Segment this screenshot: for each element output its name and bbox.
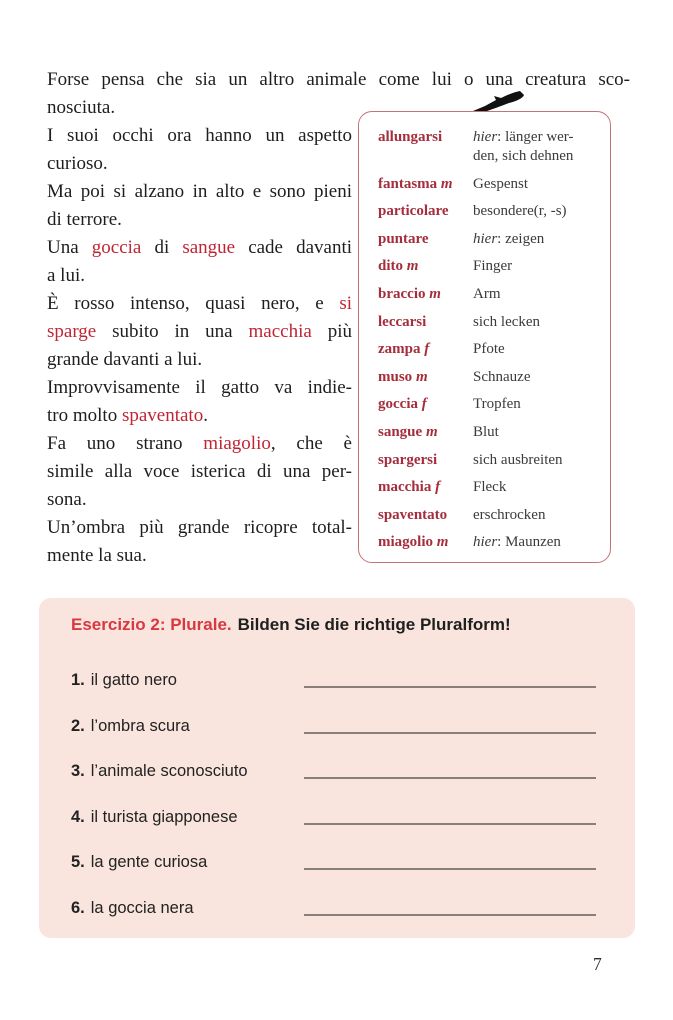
vocab-entry: [378, 313, 602, 332]
exercise-header: [71, 615, 511, 635]
vocab-gender: m: [403, 258, 419, 275]
vocab-translation-line: hier: Maunzen: [473, 534, 561, 551]
vocab-gender: m: [412, 368, 428, 385]
vocab-translation-line: Schnauze: [473, 368, 531, 385]
text-segment: I suoi occhi ora hanno un aspetto: [47, 125, 352, 146]
text-segment: grande davanti a lui.: [47, 349, 203, 370]
highlighted-word: spaventato: [121, 405, 204, 426]
vocab-translation-line: Blut: [473, 423, 499, 440]
answer-blank-line: [304, 823, 596, 825]
story-line: [47, 178, 352, 206]
exercise-item: [71, 888, 599, 918]
exercise-item-text: la gente curiosa: [90, 853, 208, 871]
text-segment: di: [141, 237, 183, 258]
vocab-translation-line: hier: länger wer-: [473, 129, 574, 145]
vocab-word: dito m: [378, 258, 419, 275]
exercise-items: [71, 660, 599, 918]
story-line: [47, 430, 352, 458]
exercise-item-number: 5.: [71, 853, 85, 871]
story-line: [47, 458, 352, 486]
answer-blank-line: [304, 868, 596, 870]
vocab-translation: [473, 285, 501, 304]
text-segment: Fa uno strano: [47, 433, 204, 454]
vocab-translation-line: den, sich dehnen: [473, 148, 574, 164]
vocab-translation: [473, 506, 545, 525]
exercise-item: [71, 842, 599, 872]
exercise-item-text: l’ombra scura: [90, 716, 190, 735]
vocab-translation: [473, 340, 505, 359]
vocab-translation-line: hier: zeigen: [473, 230, 545, 247]
text-segment: Forse pensa che sia un altro animale come lui o una creatura sco-: [47, 69, 630, 90]
exercise-item-text: il gatto nero: [90, 671, 177, 689]
exercise-instruction: Bilden Sie die richtige Pluralform!: [237, 615, 511, 634]
text-segment: sona.: [47, 489, 87, 510]
vocab-translation-line: Tropfen: [473, 396, 521, 413]
text-segment: di terrore.: [47, 209, 122, 230]
vocab-translation-line: Arm: [473, 285, 501, 302]
vocab-translation-line: sich lecken: [473, 313, 541, 330]
story-line: [47, 206, 352, 234]
story-line: [47, 234, 352, 262]
highlighted-word: goccia: [91, 237, 142, 258]
text-segment: Una: [47, 237, 92, 258]
vocab-entry: [378, 128, 602, 166]
vocab-entry: [378, 506, 602, 525]
story-line: [47, 290, 352, 318]
text-segment: .: [203, 405, 208, 426]
exercise-item: [71, 751, 599, 781]
vocab-translation-line: besondere(r, -s): [473, 203, 567, 220]
vocab-entry: [378, 478, 602, 497]
vocab-gender: m: [425, 285, 441, 302]
story-text-wide: [47, 66, 630, 94]
vocab-entry: [378, 395, 602, 414]
story-line: [47, 94, 352, 122]
vocab-entry: [378, 202, 602, 221]
vocab-translation: [473, 230, 544, 249]
vocab-word: puntare: [378, 230, 429, 247]
text-segment: a lui.: [47, 265, 85, 286]
vocab-translation: [473, 533, 561, 552]
highlighted-word: sparge: [47, 321, 97, 342]
vocab-gender: m: [422, 423, 438, 440]
answer-blank-line: [304, 686, 596, 688]
hier-label: hier: [473, 534, 498, 551]
exercise-title: Esercizio 2: Plurale.: [71, 615, 232, 634]
story-line: [47, 346, 352, 374]
vocab-translation-line: sich ausbreiten: [473, 451, 563, 468]
vocab-translation: [473, 478, 506, 497]
vocab-translation: [473, 423, 499, 442]
story-line: [47, 514, 352, 542]
story-line: [47, 374, 352, 402]
vocab-translation: [473, 451, 563, 470]
vocab-word: fantasma m: [378, 175, 453, 192]
vocab-translation-line: erschrocken: [473, 506, 546, 523]
vocab-word: zampa f: [378, 341, 430, 358]
vocab-translation-line: Pfote: [473, 341, 505, 358]
text-segment: curioso.: [47, 153, 108, 174]
story-line: [47, 318, 352, 346]
text-segment: subito in una: [96, 321, 249, 342]
story-line: [47, 262, 352, 290]
exercise-item-number: 1.: [71, 671, 85, 689]
vocab-gender: f: [420, 341, 430, 358]
vocab-translation: [473, 368, 530, 387]
text-segment: simile alla voce isterica di una per-: [47, 461, 352, 482]
story-line: [47, 66, 630, 94]
text-segment: È rosso intenso, quasi nero, e: [47, 293, 340, 314]
page-number: 7: [593, 954, 602, 974]
vocab-translation: [473, 175, 528, 194]
exercise-item-text: il turista giapponese: [90, 807, 238, 826]
vocab-entry: [378, 340, 602, 359]
text-segment: Improvvisamente il gatto va indie-: [47, 377, 352, 398]
story-text-column: [47, 94, 352, 570]
vocab-entry: [378, 423, 602, 442]
story-line: [47, 122, 352, 150]
highlighted-word: macchia: [248, 321, 312, 342]
answer-blank-line: [304, 777, 596, 779]
story-line: [47, 150, 352, 178]
vocab-entry: [378, 451, 602, 470]
vocab-word: leccarsi: [378, 313, 427, 330]
hier-label: hier: [473, 129, 498, 145]
exercise-item: [71, 797, 599, 827]
vocab-box: [358, 111, 611, 563]
vocab-entry: [378, 257, 602, 276]
vocab-word: macchia f: [378, 479, 441, 496]
vocab-entry: [378, 285, 602, 304]
vocab-word: braccio m: [378, 285, 441, 302]
exercise-box: [39, 598, 635, 938]
exercise-item-number: 2.: [71, 716, 85, 735]
vocab-translation: [473, 128, 574, 166]
story-line: [47, 402, 352, 430]
text-segment: cade davanti: [235, 237, 353, 258]
vocab-translation-line: Gespenst: [473, 175, 528, 192]
story-line: [47, 542, 352, 570]
vocab-word: miagolio m: [378, 534, 449, 551]
vocab-entry: [378, 368, 602, 387]
vocab-translation: [473, 395, 521, 414]
vocab-entry: [378, 533, 602, 552]
exercise-item-number: 4.: [71, 807, 85, 826]
exercise-item: [71, 660, 599, 690]
vocab-translation-line: Finger: [473, 258, 513, 275]
text-segment: Ma poi si alzano in alto e sono pieni: [47, 181, 352, 202]
text-segment: nosciuta.: [47, 97, 116, 118]
text-segment: Un’ombra più grande ricopre total-: [47, 517, 352, 538]
vocab-gender: f: [431, 479, 441, 496]
vocab-entry: [378, 175, 602, 194]
highlighted-word: sangue: [182, 237, 236, 258]
text-segment: tro molto: [47, 405, 122, 426]
exercise-item-text: l’animale sconosciuto: [90, 762, 248, 780]
vocab-entry: [378, 230, 602, 249]
exercise-item-text: la goccia nera: [90, 898, 194, 917]
vocab-list: [378, 128, 602, 561]
answer-blank-line: [304, 914, 596, 916]
vocab-translation: [473, 257, 512, 276]
vocab-word: muso m: [378, 368, 428, 385]
text-segment: più: [311, 321, 352, 342]
vocab-word: allungarsi: [378, 129, 443, 145]
vocab-translation: [473, 202, 567, 221]
hier-label: hier: [473, 230, 498, 247]
vocab-word: particolare: [378, 203, 449, 220]
vocab-gender: m: [437, 175, 453, 192]
vocab-word: sangue m: [378, 423, 438, 440]
exercise-item-number: 3.: [71, 762, 85, 780]
exercise-item-number: 6.: [71, 898, 85, 917]
vocab-word: spaventato: [378, 506, 448, 523]
vocab-word: goccia f: [378, 396, 427, 413]
vocab-gender: m: [433, 534, 449, 551]
vocab-translation-line: Fleck: [473, 479, 507, 496]
vocab-translation: [473, 313, 540, 332]
vocab-word: spargersi: [378, 451, 438, 468]
text-segment: mente la sua.: [47, 545, 147, 566]
answer-blank-line: [304, 732, 596, 734]
vocab-gender: f: [417, 396, 427, 413]
text-segment: , che è: [270, 433, 352, 454]
highlighted-word: miagolio: [203, 433, 271, 454]
story-line: [47, 486, 352, 514]
exercise-item: [71, 706, 599, 736]
highlighted-word: si: [339, 293, 352, 314]
